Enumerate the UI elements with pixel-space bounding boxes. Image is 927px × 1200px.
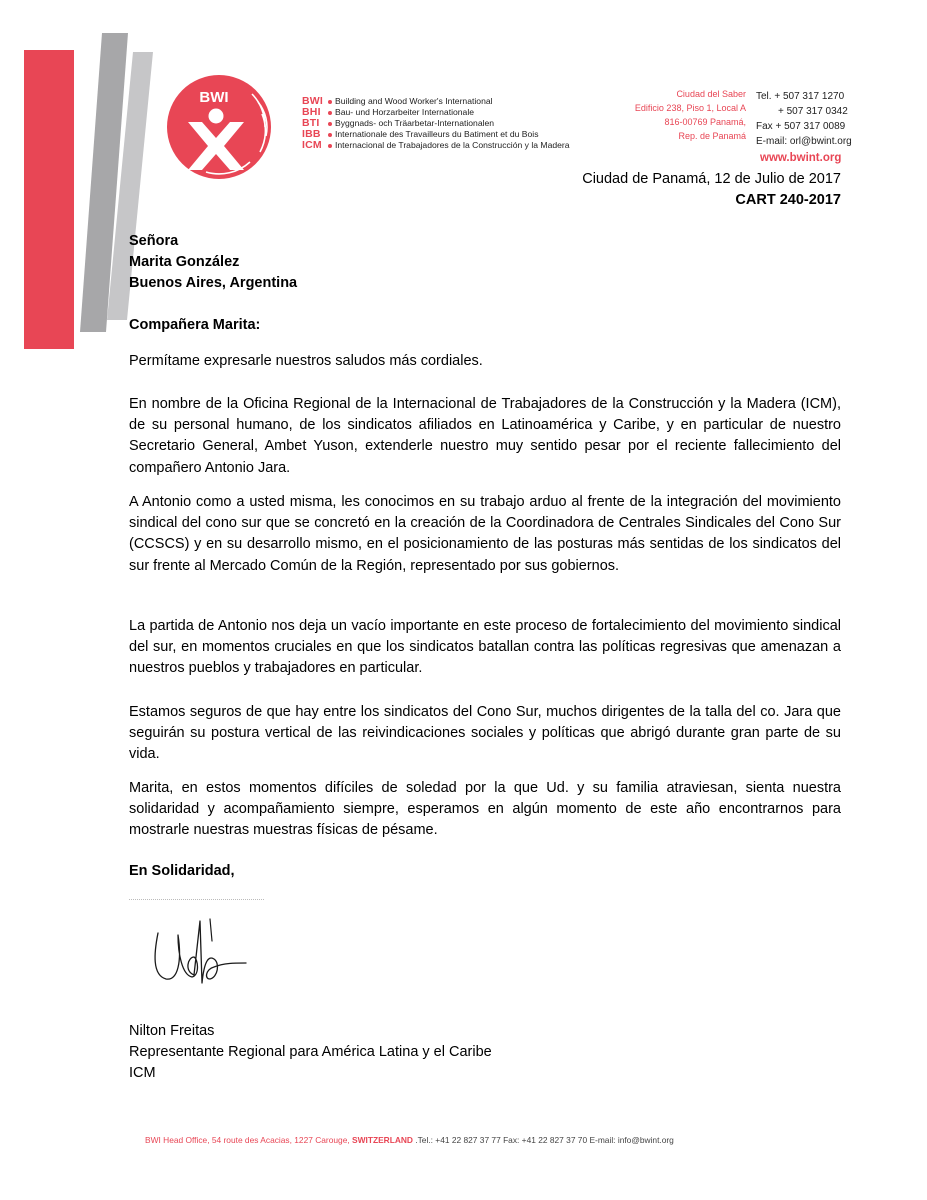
address-line: Ciudad del Saber <box>676 89 746 99</box>
phone-1: Tel. + 507 317 1270 <box>756 91 845 102</box>
org-abbr: IBB <box>302 128 321 140</box>
org-name: Byggnads- och Träarbetar-Internationalen <box>335 118 495 128</box>
date-block <box>582 169 841 211</box>
office-address <box>600 87 746 143</box>
bwi-logo <box>166 74 272 180</box>
paragraph: En nombre de la Oficina Regional de la Internacional de Trabajadores de la Construcción y la Madera (ICM), de su personal humano, de los sindicatos afiliados en Latinoamérica y Caribe, y en particular de nuestro Secretario General, Ambet Yuson, extenderle nuestro muy sentido pesar por el reciente fallecimiento del compañero Antonio Jara. <box>129 396 841 476</box>
bullet-icon <box>328 100 332 104</box>
org-row <box>302 118 570 129</box>
paragraph: La partida de Antonio nos deja un vacío importante en este proceso de fortalecimiento del movimiento sindical del sur, en momentos cruciales en que los sindicatos batallan contra las políticas regresivas que amenazan a nuestros pueblos y trabajadores en particular. <box>129 618 841 677</box>
org-abbr: BWI <box>302 95 324 107</box>
handwritten-signature <box>148 913 252 993</box>
signer-name: Nilton Freitas <box>129 1023 215 1039</box>
footer-country: SWITZERLAND <box>352 1135 413 1145</box>
address-line: Edificio 238, Piso 1, Local A <box>634 103 746 113</box>
letter-date: Ciudad de Panamá, 12 de Julio de 2017 <box>582 171 841 187</box>
org-row <box>302 129 570 140</box>
decorative-red-bar <box>24 50 74 349</box>
recipient-line: Señora <box>129 233 179 249</box>
greeting: Compañera Marita: <box>129 317 261 333</box>
recipient-block <box>129 231 841 295</box>
phone-2: + 507 317 0342 <box>778 106 848 117</box>
bullet-icon <box>328 133 332 137</box>
address-line: Rep. de Panamá <box>678 131 746 141</box>
footer <box>145 1135 674 1145</box>
org-row <box>302 96 570 107</box>
letter-reference: CART 240-2017 <box>735 192 841 208</box>
signer-title: Representante Regional para América Latina y el Caribe <box>129 1044 492 1061</box>
email-address: E-mail: orl@bwint.org <box>756 136 852 147</box>
organization-list <box>302 96 570 151</box>
org-abbr: BHI <box>302 106 321 118</box>
recipient-line: Marita González <box>129 254 240 271</box>
paragraph: Permítame expresarle nuestros saludos más cordiales. <box>129 353 483 369</box>
logo-text: BWI <box>199 89 229 106</box>
website-link[interactable]: www.bwint.org <box>760 152 842 164</box>
org-name: Internacional de Trabajadores de la Construcción y la Madera <box>335 140 570 150</box>
org-name: Bau- und Horzarbeiter Internationale <box>335 107 475 117</box>
org-row <box>302 107 570 118</box>
org-abbr: ICM <box>302 139 322 151</box>
org-abbr: BTI <box>302 117 320 129</box>
bullet-icon <box>328 144 332 148</box>
paragraph: Estamos seguros de que hay entre los sindicatos del Cono Sur, muchos dirigentes de la talla del co. Jara que seguirán su postura vertical de las reivindicaciones sociales y políticas que abrigó durante gran parte de su vida. <box>129 704 841 763</box>
closing: En Solidaridad, <box>129 863 235 879</box>
signer-block <box>129 1021 841 1085</box>
bullet-icon <box>328 111 332 115</box>
recipient-line: Buenos Aires, Argentina <box>129 275 298 292</box>
paragraph: Marita, en estos momentos difíciles de soledad por la que Ud. y su familia atraviesan, sienta nuestra solidaridad y acompañamiento siempre, esperamos en algún momento de este año encontrarnos para mostrarle nuestras muestras físicas de pésame. <box>129 780 841 839</box>
org-name: Internationale des Travailleurs du Batiment et du Bois <box>335 129 539 139</box>
fax-number: Fax + 507 317 0089 <box>756 121 846 132</box>
org-row <box>302 140 570 151</box>
contact-info <box>756 89 852 149</box>
bullet-icon <box>328 122 332 126</box>
paragraph: A Antonio como a usted misma, les conocimos en su trabajo arduo al frente de la integración del movimiento sindical del cono sur que se concretó en la creación de la Coordinadora de Centrales Sindicales del Cono Sur (CCSCS) y en su desarrollo mismo, en el posicionamiento de las posturas más sentidas de los sindicatos del sur frente al Mercado Común de la Región, representado por sus gobiernos. <box>129 494 841 574</box>
footer-phones: .Tel.: +41 22 827 37 77 Fax: +41 22 827 37 70 <box>415 1135 588 1145</box>
footer-office: BWI Head Office, 54 route des Acacias, 1227 Carouge, <box>145 1135 350 1145</box>
org-name: Building and Wood Worker's International <box>335 96 493 106</box>
signer-organization: ICM <box>129 1065 156 1082</box>
signature-divider <box>129 899 264 900</box>
footer-email: E-mail: info@bwint.org <box>589 1135 674 1145</box>
address-line: 816-00769 Panamá, <box>664 117 746 127</box>
